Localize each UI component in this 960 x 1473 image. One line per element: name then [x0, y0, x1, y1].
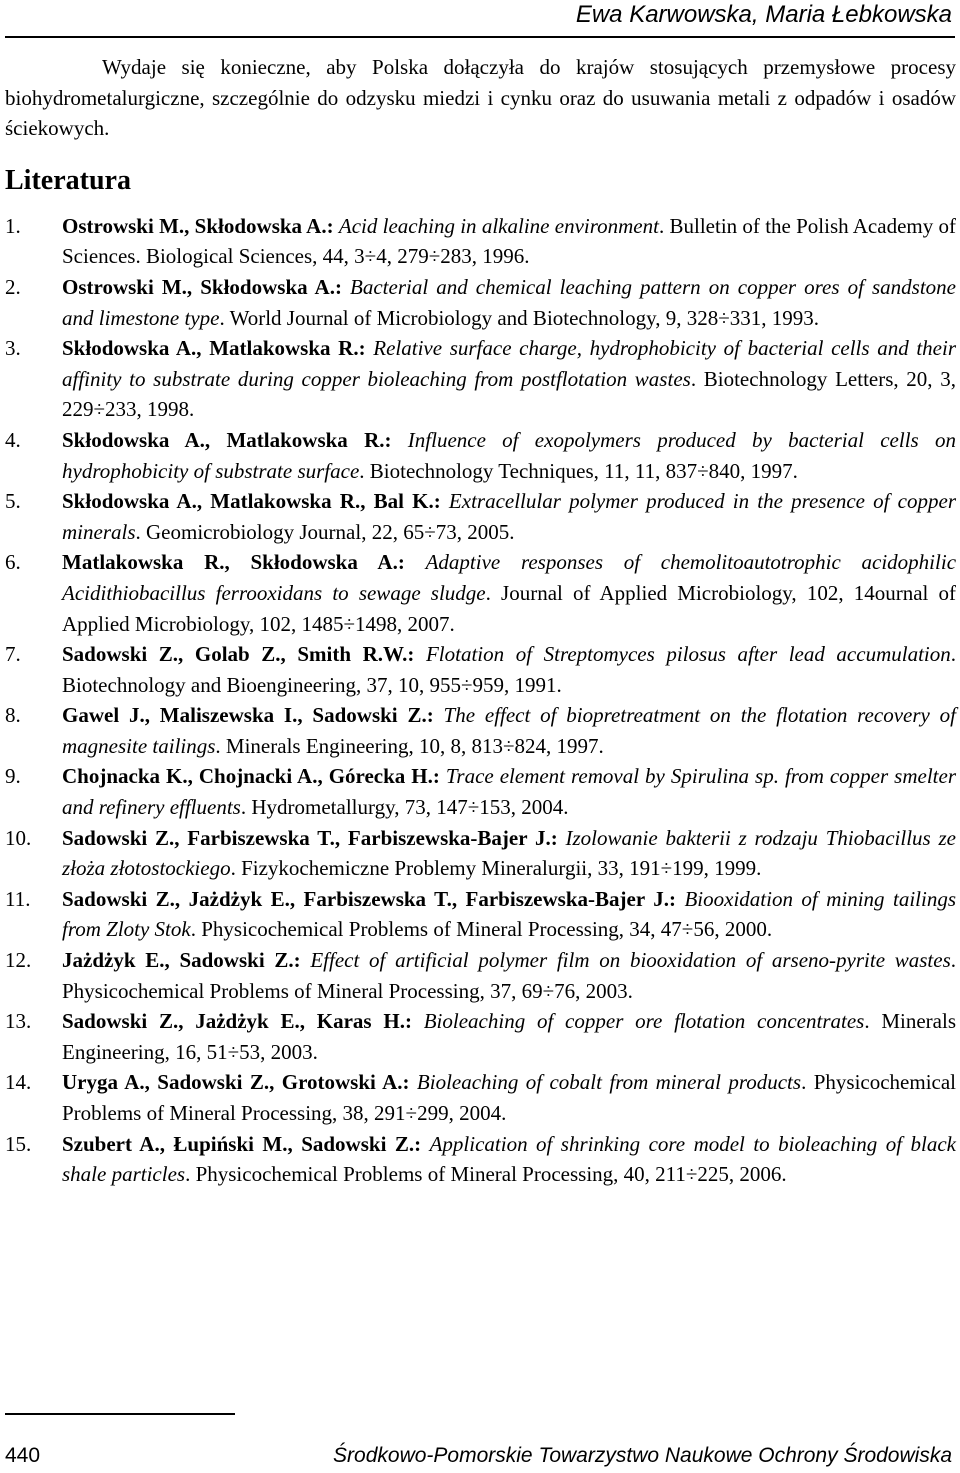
reference-title: Relative surface charge, hydrophobicity of bacterial cells and their affinity to substrate during copper bioleaching from postflotation wastes — [62, 336, 957, 391]
reference-source: Biotechnology Techniques, 11, 11, 837÷840, 1997. — [369, 458, 798, 483]
reference-authors: Sadowski Z., Farbiszewska T., Farbiszewska-Bajer J. — [62, 825, 551, 850]
reference-number: 3. — [5, 336, 21, 361]
literature-heading: Literatura — [5, 164, 131, 196]
reference-number: 10. — [5, 825, 32, 850]
reference-number: 5. — [5, 489, 21, 514]
reference-authors: Uryga A., Sadowski Z., Grotowski A. — [62, 1070, 403, 1095]
footer-rule — [5, 1413, 235, 1415]
reference-number: 6. — [5, 550, 21, 575]
reference-number: 2. — [5, 274, 21, 299]
reference-title: Bioleaching of cobalt from mineral products — [416, 1070, 802, 1095]
reference-item: 10. Sadowski Z., Farbiszewska T., Farbiszewska-Bajer J.: Izolowanie bakterii z rodzaju Thiobacillus ze złoża złotostockiego. Fizykochemiczne Problemy Mineralurgii, 33, 191÷199, 1999. — [5, 823, 956, 884]
reference-title: Flotation of Streptomyces pilosus after lead accumulation — [425, 642, 951, 667]
reference-source: Hydrometallurgy, 73, 147÷153, 2004. — [251, 795, 569, 820]
reference-number: 14. — [5, 1070, 32, 1095]
page-content — [5, 52, 956, 1190]
reference-title: Biooxidation of mining tailings from Zloty Stok — [62, 886, 957, 942]
reference-title: Influence of exopolymers produced by bacterial cells on hydrophobicity of substrate surface — [62, 427, 956, 483]
reference-number: 12. — [5, 948, 32, 973]
reference-number: 13. — [5, 1009, 32, 1034]
reference-authors: Sadowski Z., Jażdżyk E., Farbiszewska T., Farbiszewska-Bajer J. — [62, 886, 669, 911]
reference-item: 12. Jażdżyk E., Sadowski Z.: Effect of artificial polymer film on biooxidation of arseno-pyrite wastes. Physicochemical Problems of Mineral Processing, 37, 69÷76, 2003. — [5, 945, 956, 1006]
reference-item: 15. Szubert A., Łupiński M., Sadowski Z.: Application of shrinking core model to bioleaching of black shale particles. Physicochemical Problems of Mineral Processing, 40, 211÷225, 2006. — [5, 1129, 956, 1190]
reference-authors: Jażdżyk E., Sadowski Z. — [62, 948, 294, 973]
reference-authors: Ostrowski M., Skłodowska A. — [62, 274, 335, 299]
reference-source: Minerals Engineering, 10, 8, 813÷824, 1997. — [225, 733, 604, 758]
reference-item: 9. Chojnacka K., Chojnacki A., Górecka H.: Trace element removal by Spirulina sp. from copper smelter and refinery effluents. Hydrometallurgy, 73, 147÷153, 2004. — [5, 761, 956, 822]
reference-item: 4. Skłodowska A., Matlakowska R.: Influence of exopolymers produced by bacterial cells on hydrophobicity of substrate surface. Biotechnology Techniques, 11, 11, 837÷840, 1997. — [5, 425, 956, 486]
reference-item: 1. Ostrowski M., Skłodowska A.: Acid leaching in alkaline environment. Bulletin of the Polish Academy of Sciences. Biological Sciences, 44, 3÷4, 279÷283, 1996. — [5, 211, 956, 272]
reference-number: 15. — [5, 1131, 32, 1156]
reference-source: Fizykochemiczne Problemy Mineralurgii, 33, 191÷199, 1999. — [241, 856, 762, 881]
reference-source: Physicochemical Problems of Mineral Processing, 34, 47÷56, 2000. — [201, 917, 773, 942]
reference-source: Geomicrobiology Journal, 22, 65÷73, 2005. — [146, 519, 515, 544]
reference-item: 7. Sadowski Z., Golab Z., Smith R.W.: Flotation of Streptomyces pilosus after lead accumulation. Biotechnology and Bioengineering, 37, 10, 955÷959, 1991. — [5, 639, 956, 700]
reference-number: 1. — [5, 213, 21, 238]
reference-source: Biotechnology and Bioengineering, 37, 10, 955÷959, 1991. — [62, 672, 562, 697]
reference-authors: Ostrowski M., Skłodowska A. — [62, 213, 327, 238]
intro-paragraph: Wydaje się konieczne, aby Polska dołączyła do krajów stosujących przemysłowe procesy biohydrometalurgiczne, szczególnie do odzysku miedzi i cynku oraz do usuwania metali z odpadów i osadów ściekowych. — [5, 55, 956, 141]
reference-source: Biotechnology Letters, 20, 3, 229÷233, 1998. — [62, 366, 956, 422]
reference-source: World Journal of Microbiology and Biotechnology, 9, 328÷331, 1993. — [229, 305, 819, 330]
reference-title: Adaptive responses of chemolitoautotrophic acidophilic Acidithiobacillus ferrooxidans to sewage sludge — [62, 550, 957, 605]
reference-item: 8. Gawel J., Maliszewska I., Sadowski Z.: The effect of biopretreatment on the flotation recovery of magnesite tailings. Minerals Engineering, 10, 8, 813÷824, 1997. — [5, 700, 956, 761]
reference-source: Physicochemical Problems of Mineral Processing, 37, 69÷76, 2003. — [62, 978, 633, 1003]
reference-authors: Sadowski Z., Golab Z., Smith R.W. — [62, 642, 408, 667]
reference-title: Trace element removal by Spirulina sp. from copper smelter and refinery effluents — [62, 764, 956, 820]
reference-item: 13. Sadowski Z., Jażdżyk E., Karas H.: Bioleaching of copper ore flotation concentrates. Minerals Engineering, 16, 51÷53, 2003. — [5, 1006, 956, 1067]
reference-source: Bulletin of the Polish Academy of Sciences. Biological Sciences, 44, 3÷4, 279÷283, 1996. — [62, 213, 956, 269]
reference-number: 8. — [5, 703, 21, 728]
reference-number: 7. — [5, 642, 21, 667]
reference-title: Bioleaching of copper ore flotation concentrates — [423, 1009, 865, 1034]
journal-footer: Środkowo-Pomorskie Towarzystwo Naukowe Ochrony Środowiska — [333, 1444, 952, 1467]
reference-title: Bacterial and chemical leaching pattern on copper ores of sandstone and limestone type — [62, 274, 957, 330]
reference-authors: Matlakowska R., Skłodowska A. — [62, 550, 398, 575]
reference-source: Physicochemical Problems of Mineral Processing, 38, 291÷299, 2004. — [62, 1070, 957, 1125]
reference-list — [5, 211, 956, 1190]
reference-title: Extracellular polymer produced in the presence of copper minerals — [62, 489, 956, 544]
header-rule — [5, 36, 955, 38]
reference-authors: Skłodowska A., Matlakowska R. — [62, 336, 359, 361]
reference-authors: Chojnacka K., Chojnacki A., Górecka H. — [62, 764, 433, 789]
reference-authors: Gawel J., Maliszewska I., Sadowski Z. — [62, 703, 427, 728]
reference-title: Application of shrinking core model to bioleaching of black shale particles — [62, 1131, 956, 1187]
reference-title: Effect of artificial polymer film on biooxidation of arseno-pyrite wastes — [310, 948, 951, 973]
reference-item: 11. Sadowski Z., Jażdżyk E., Farbiszewska T., Farbiszewska-Bajer J.: Biooxidation of mining tailings from Zloty Stok. Physicochemical Problems of Mineral Processing, 34, 47÷56, 2000. — [5, 884, 956, 945]
reference-source: Physicochemical Problems of Mineral Processing, 40, 211÷225, 2006. — [195, 1162, 787, 1187]
reference-title: Izolowanie bakterii z rodzaju Thiobacillus ze złoża złotostockiego — [62, 825, 957, 881]
reference-item: 2. Ostrowski M., Skłodowska A.: Bacterial and chemical leaching pattern on copper ores of sandstone and limestone type. World Journal of Microbiology and Biotechnology, 9, 328÷331, 1993. — [5, 272, 956, 333]
reference-number: 11. — [5, 886, 31, 911]
reference-authors: Skłodowska A., Matlakowska R. — [62, 427, 385, 452]
reference-item: 6. Matlakowska R., Skłodowska A.: Adaptive responses of chemolitoautotrophic acidophilic Acidithiobacillus ferrooxidans to sewage sludge. Journal of Applied Microbiology, 102, 14ournal of Applied Microbiology, 102, 1485÷1498, 2007. — [5, 547, 956, 639]
reference-item: 14. Uryga A., Sadowski Z., Grotowski A.: Bioleaching of cobalt from mineral products. Physicochemical Problems of Mineral Processing, 38, 291÷299, 2004. — [5, 1067, 956, 1128]
reference-item: 5. Skłodowska A., Matlakowska R., Bal K.: Extracellular polymer produced in the presence of copper minerals. Geomicrobiology Journal, 22, 65÷73, 2005. — [5, 486, 956, 547]
reference-source: Journal of Applied Microbiology, 102, 14ournal of Applied Microbiology, 102, 1485÷1498, 2007. — [62, 580, 957, 636]
reference-authors: Sadowski Z., Jażdżyk E., Karas H. — [62, 1009, 405, 1034]
reference-authors: Skłodowska A., Matlakowska R., Bal K. — [62, 489, 434, 514]
reference-title: The effect of biopretreatment on the flotation recovery of magnesite tailings — [62, 703, 956, 758]
reference-source: Minerals Engineering, 16, 51÷53, 2003. — [62, 1009, 957, 1064]
reference-number: 4. — [5, 427, 21, 452]
reference-number: 9. — [5, 764, 21, 789]
running-header: Ewa Karwowska, Maria Łebkowska — [575, 1, 952, 28]
reference-title: Acid leaching in alkaline environment — [338, 213, 659, 238]
page-number: 440 — [5, 1444, 41, 1467]
reference-authors: Szubert A., Łupiński M., Sadowski Z. — [62, 1131, 415, 1156]
reference-item: 3. Skłodowska A., Matlakowska R.: Relative surface charge, hydrophobicity of bacterial cells and their affinity to substrate during copper bioleaching from postflotation wastes. Biotechnology Letters, 20, 3, 229÷233, 1998. — [5, 333, 956, 425]
